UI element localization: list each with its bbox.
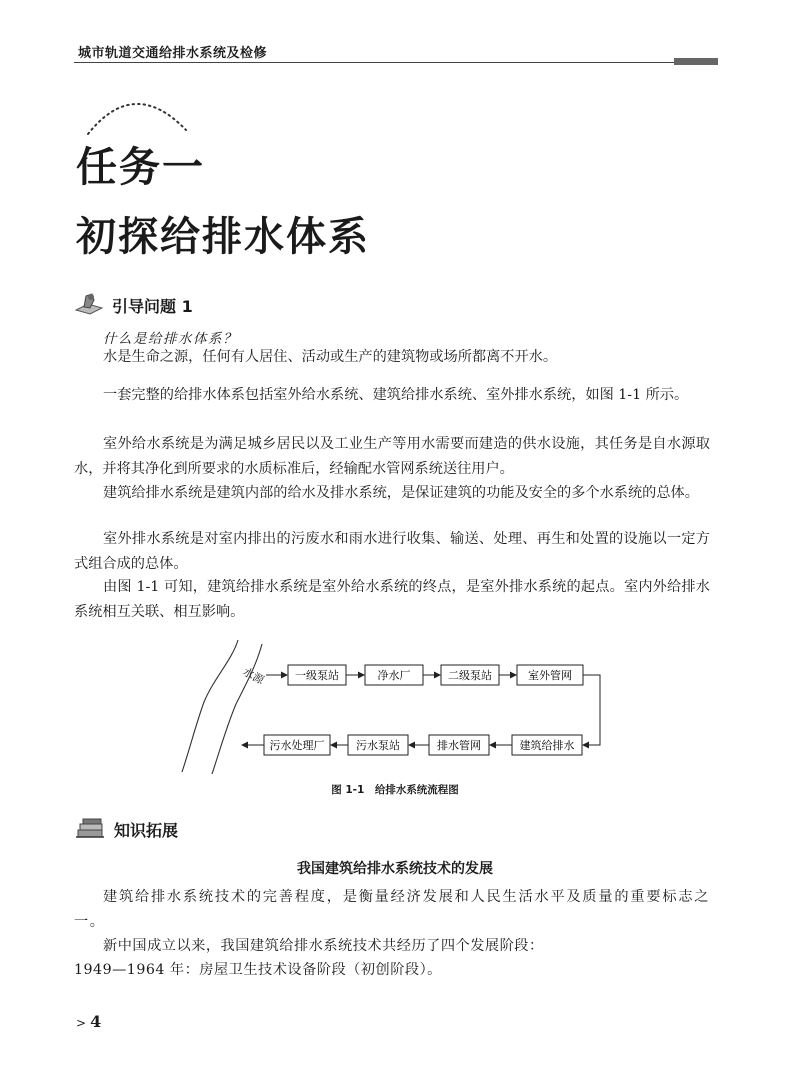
paragraph: 室外排水系统是对室内排出的污废水和雨水进行收集、输送、处理、再生和处置的设施以一定方式组合成的总体。	[74, 531, 710, 572]
article-title: 我国建筑给排水系统技术的发展	[297, 861, 493, 877]
box-drain-network-label: 排水管网	[437, 740, 481, 752]
task-title: 初探给排水体系	[76, 214, 370, 260]
dotted-arc-decoration	[84, 88, 194, 138]
box-outdoor-network-label: 室外管网	[528, 670, 572, 682]
guide-question-title: 引导问题 1	[112, 296, 193, 316]
paragraph: 水是生命之源，任何有人居住、活动或生产的建筑物或场所都离不开水。	[103, 349, 558, 365]
header-rule	[74, 62, 674, 63]
knowledge-title: 知识拓展	[114, 820, 179, 840]
flow-diagram	[180, 640, 620, 775]
connector-arrow	[583, 675, 600, 745]
page-number-value: 4	[90, 1012, 102, 1031]
box-building-system-label: 建筑给排水	[519, 740, 575, 752]
source-label: 水源	[240, 666, 266, 687]
guide-prompt: 什么是给排水体系？	[103, 331, 238, 347]
task-number: 任务一	[76, 143, 205, 191]
river-bank-left	[182, 640, 238, 772]
river-bank-right	[212, 644, 262, 774]
running-header: 城市轨道交通给排水系统及检修	[78, 46, 268, 61]
paragraph: 由图 1-1 可知，建筑给排水系统是室外给水系统的终点，是室外排水系统的起点。室内外给排水系统相互关联、相互影响。	[74, 579, 710, 620]
guide-question-heading	[74, 292, 193, 318]
page-arrow-icon: >	[76, 1016, 87, 1030]
box-water-plant-label: 净水厂	[377, 670, 411, 682]
box-secondary-pump-label: 二级泵站	[448, 670, 492, 682]
box-sewage-pump-label: 污水泵站	[356, 740, 400, 752]
paragraph: 建筑给排水系统技术的完善程度，是衡量经济发展和人民生活水平及质量的重要标志之一。	[74, 889, 710, 930]
page-number	[76, 1012, 101, 1031]
box-primary-pump-label: 一级泵站	[295, 670, 339, 682]
paragraph: 一套完整的给排水体系包括室外给水系统、建筑给排水系统、室外排水系统，如图 1-1 所示。	[103, 387, 689, 403]
figure-caption: 图 1-1 给排水系统流程图	[331, 784, 459, 796]
box-sewage-plant-label: 污水处理厂	[269, 740, 325, 752]
paragraph: 建筑给排水系统是建筑内部的给水及排水系统，是保证建筑的功能及安全的多个水系统的总体。	[103, 485, 699, 501]
header-bar	[674, 58, 718, 65]
knowledge-heading	[74, 816, 178, 842]
question-icon	[74, 292, 104, 318]
paragraph: 1949—1964 年：房屋卫生技术设备阶段（初创阶段）。	[74, 962, 442, 978]
paragraph: 室外给水系统是为满足城乡居民以及工业生产等用水需要而建造的供水设施，其任务是自水源取水，并将其净化到所要求的水质标准后，经输配水管网系统送往用户。	[74, 436, 710, 477]
books-icon	[74, 816, 106, 842]
paragraph: 新中国成立以来，我国建筑给排水系统技术共经历了四个发展阶段：	[103, 938, 544, 954]
